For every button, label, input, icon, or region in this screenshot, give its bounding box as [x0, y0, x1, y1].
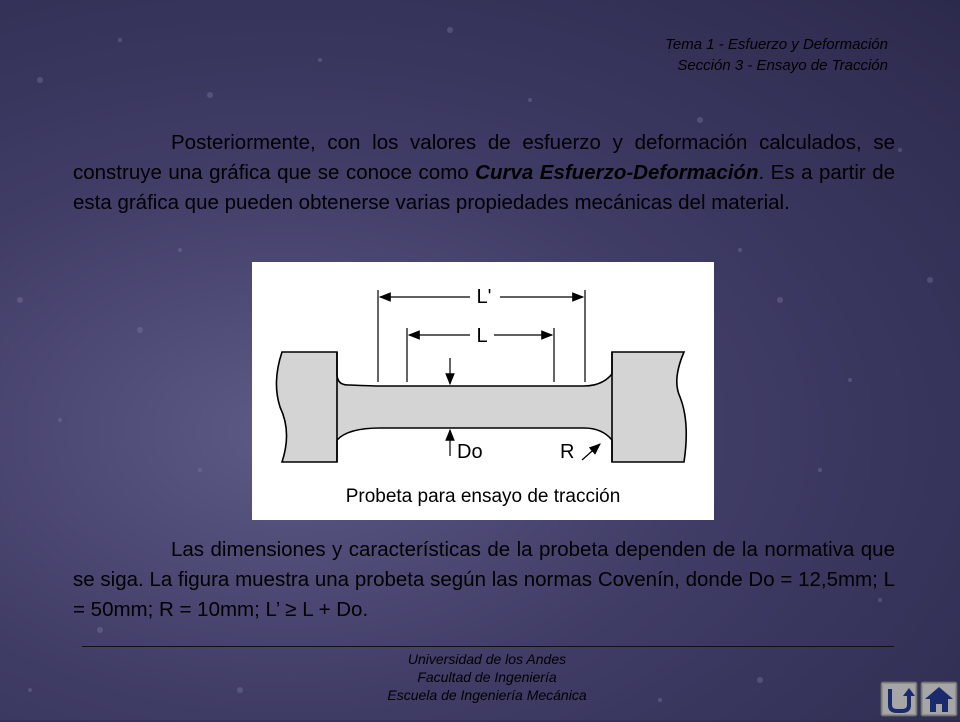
back-button[interactable]	[880, 681, 918, 717]
footer-school: Escuela de Ingeniería Mecánica	[387, 687, 587, 703]
header-topic: Tema 1 - Esfuerzo y Deformación	[665, 36, 888, 53]
header-section: Sección 3 - Ensayo de Tracción	[677, 57, 888, 74]
specimen-diagram	[252, 262, 714, 520]
label-l-prime: L'	[476, 286, 492, 308]
intro-text-start: Posteriormente, con los valores de esfuerzo y deformación calculados, se construye una gráfica que se conoce como	[73, 131, 895, 184]
dimensions-paragraph	[73, 535, 895, 625]
label-r: R	[560, 441, 575, 463]
specimen-figure	[252, 262, 714, 520]
intro-text-end: . Es a partir de esta gráfica que pueden obtenerse varias propiedades mecánicas del material.	[73, 161, 895, 214]
footer-university: Universidad de los Andes	[407, 651, 567, 667]
label-do: Do	[457, 441, 483, 463]
home-button[interactable]	[920, 681, 958, 717]
slide-header	[665, 34, 888, 76]
intro-emphasis: Curva Esfuerzo-Deformación	[475, 161, 759, 184]
footer-divider	[82, 646, 894, 647]
figure-caption: Probeta para ensayo de tracción	[345, 486, 621, 507]
intro-paragraph	[73, 128, 895, 218]
dimensions-text: Las dimensiones y características de la probeta dependen de la normativa que se siga. La figura muestra una probeta según las normas Covenín, donde Do = 12,5mm; L = 50mm; R = 10mm; L’ ≥ L + Do.	[73, 538, 895, 621]
return-arrow-icon	[880, 681, 918, 717]
slide-footer	[287, 650, 687, 704]
home-icon	[920, 681, 958, 717]
footer-faculty: Facultad de Ingeniería	[417, 669, 557, 685]
label-l: L	[476, 325, 488, 347]
